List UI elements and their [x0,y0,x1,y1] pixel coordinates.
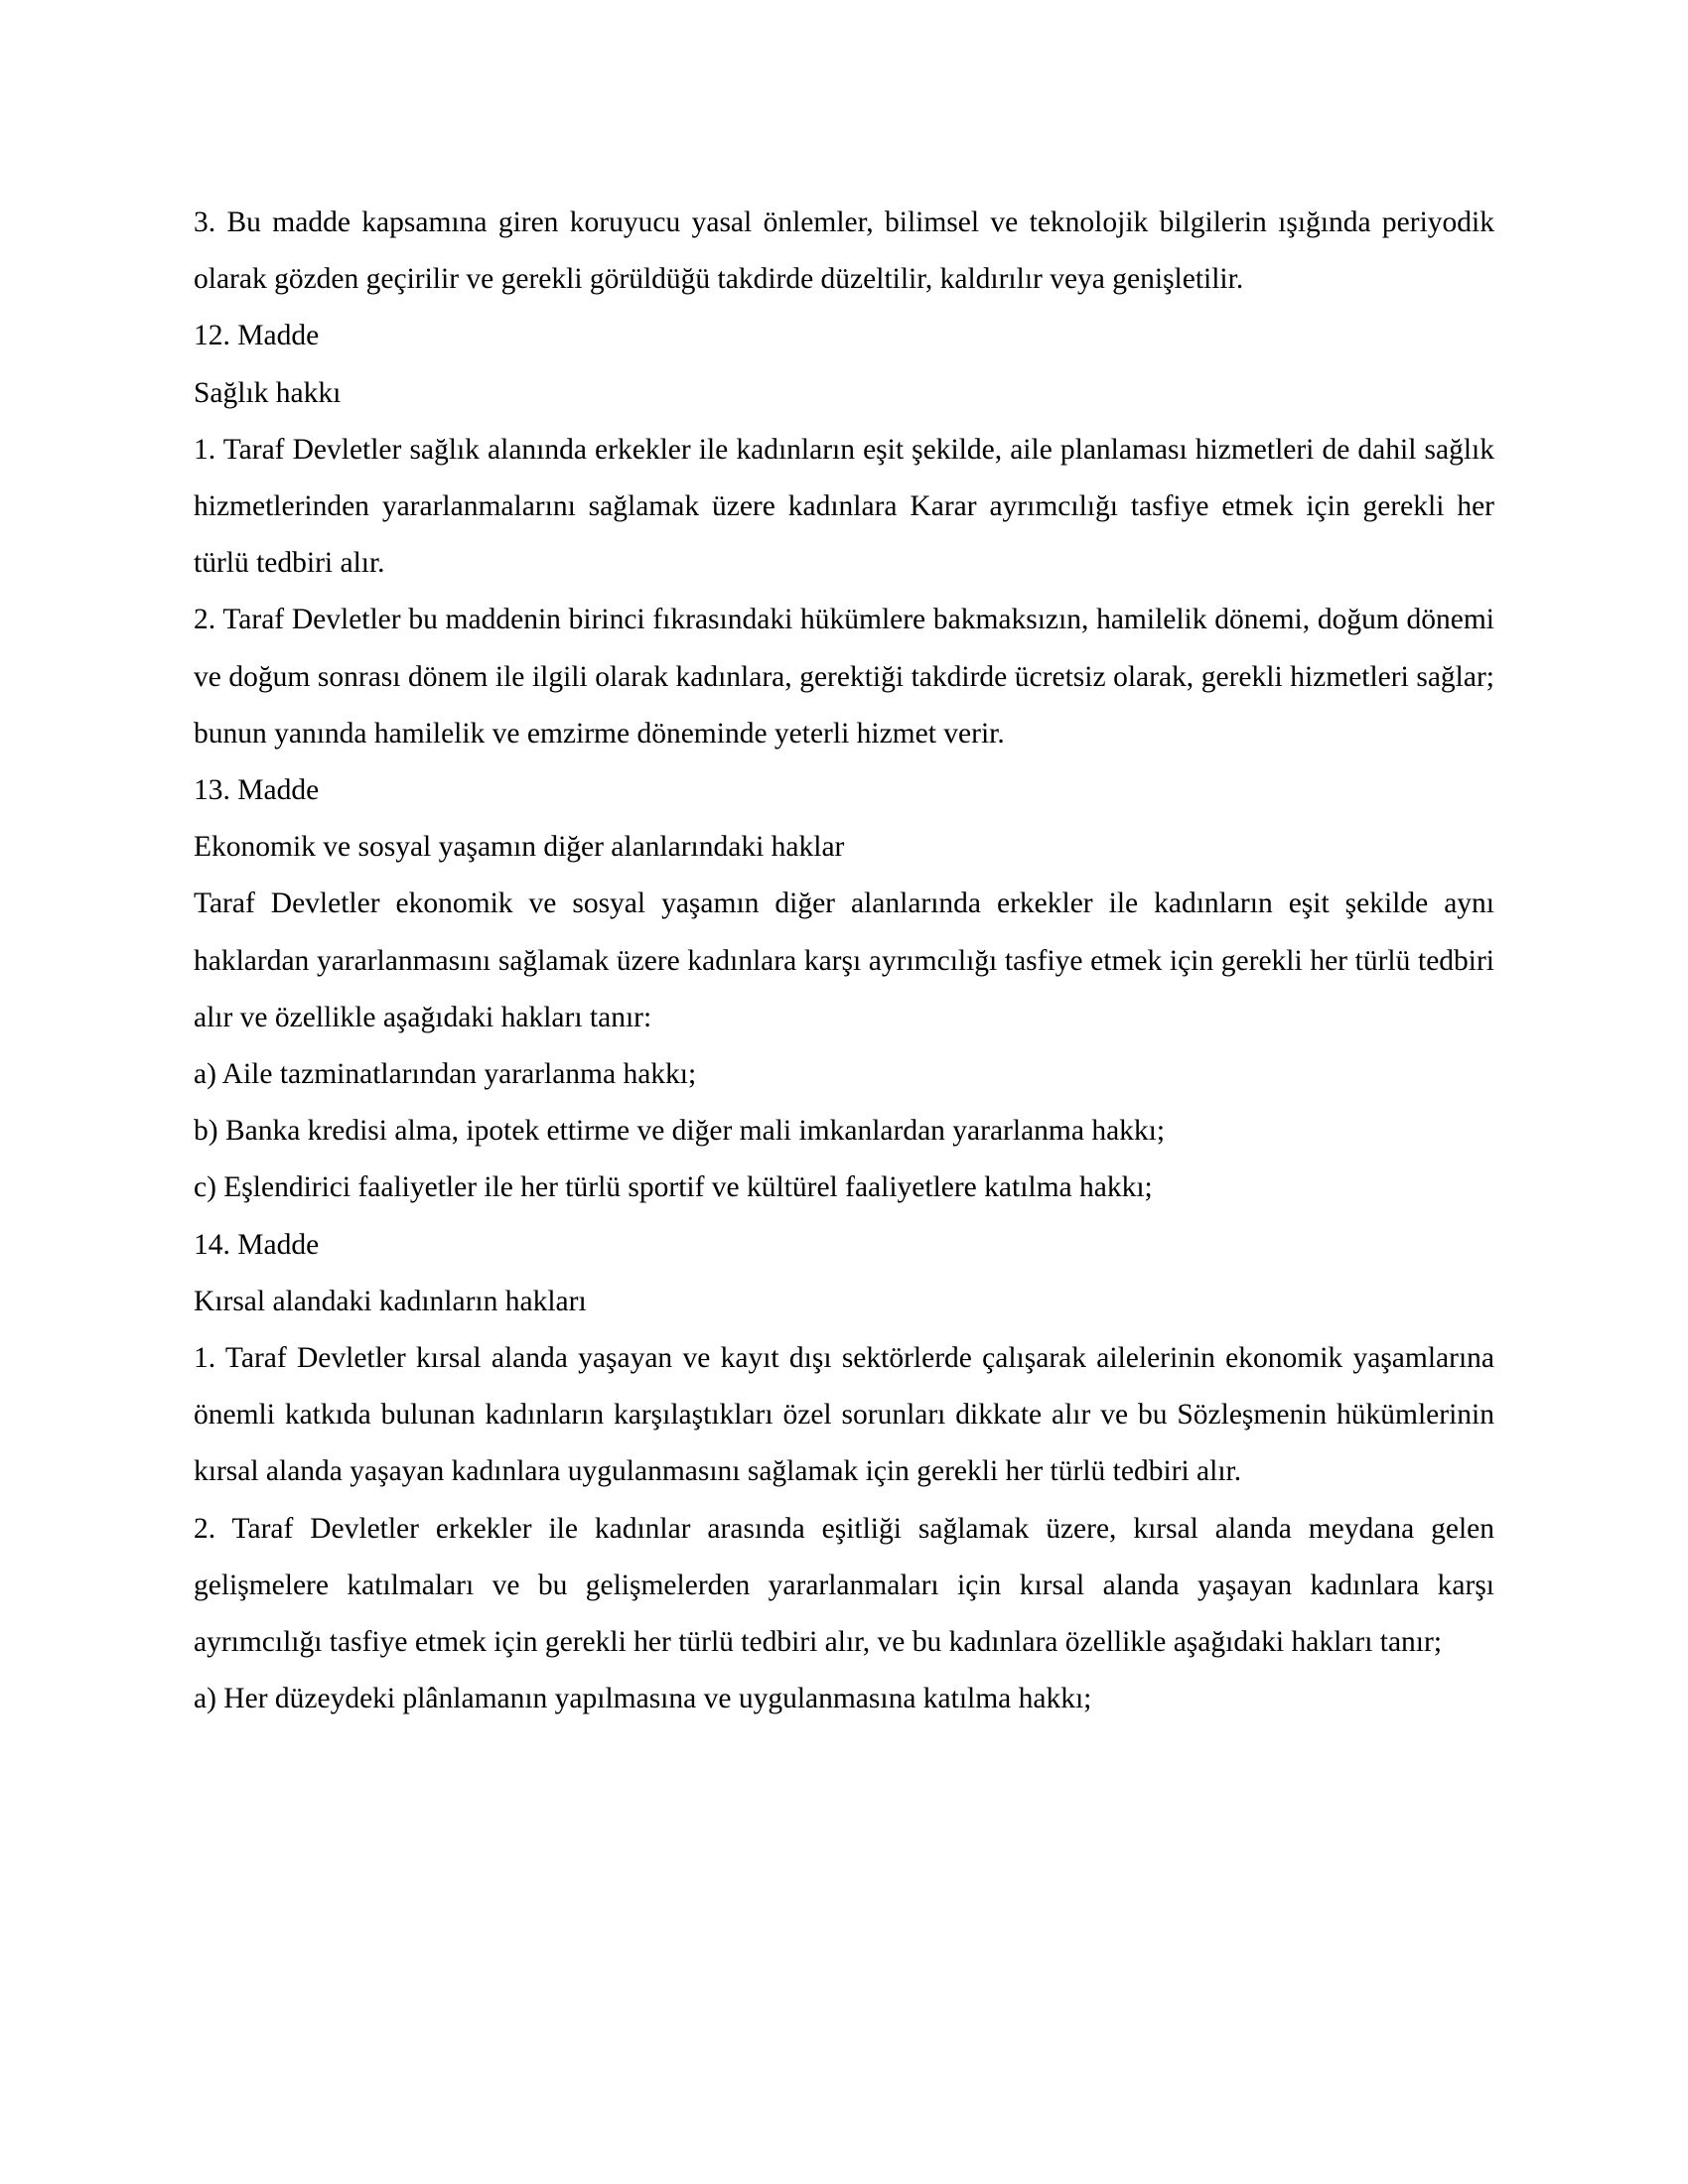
article-14-item-a: a) Her düzeydeki plânlamanın yapılmasına ve uygulanmasına katılma hakkı; [194,1683,1092,1715]
article-12-clause-2: 2. Taraf Devletler bu maddenin birinci fıkrasındaki hükümlere bakmaksızın, hamilelik dönemi, doğum dönemi ve doğum sonrası dönem ile ilgili olarak kadınlara, gerektiği takdirde ücretsiz olarak, gerekli hizmetleri sağlar; bunun yanında hamilelik ve emzirme döneminde yeterli hizmet verir. [194,604,1494,750]
article-13-item-b: b) Banka kredisi alma, ipotek ettirme ve diğer mali imkanlardan yararlanma hakkı; [194,1115,1166,1148]
article-13-intro: Taraf Devletler ekonomik ve sosyal yaşamın diğer alanlarında erkekler ile kadınların eşit şekilde aynı haklardan yararlanmasını sağlamak üzere kadınlara karşı ayrımcılığı tasfiye etmek için gerekli her türlü tedbiri alır ve özellikle aşağıdaki hakları tanır: [194,887,1494,1033]
article-14-clause-2: 2. Taraf Devletler erkekler ile kadınlar arasında eşitliği sağlamak üzere, kırsal alanda meydana gelen gelişmelere katılmaları ve bu gelişmelerden yararlanmaları için kırsal alanda yaşayan kadınlara karşı ayrımcılığı tasfiye etmek için gerekli her türlü tedbiri alır, ve bu kadınlara özellikle aşağıdaki hakları tanır; [194,1512,1494,1659]
document-page [194,195,1494,1727]
article-12-clause-1: 1. Taraf Devletler sağlık alanında erkekler ile kadınların eşit şekilde, aile planlaması hizmetleri de dahil sağlık hizmetlerinden yararlanmalarını sağlamak üzere kadınlara Karar ayrımcılığı tasfiye etmek için gerekli her türlü tedbiri alır. [194,433,1494,580]
article-12-number: 12. Madde [194,320,320,352]
article-13-title: Ekonomik ve sosyal yaşamın diğer alanlarındaki haklar [194,831,845,864]
article-12-title: Sağlık hakkı [194,376,342,409]
article-14-clause-1: 1. Taraf Devletler kırsal alanda yaşayan ve kayıt dışı sektörlerde çalışarak ailelerinin ekonomik yaşamlarına önemli katkıda bulunan kadınların karşılaştıkları özel sorunları dikkate alır ve bu Sözleşmenin hükümlerinin kırsal alanda yaşayan kadınlara uygulanmasını sağlamak için gerekli her türlü tedbiri alır. [194,1342,1494,1488]
article-13-item-a: a) Aile tazminatlarından yararlanma hakkı; [194,1058,697,1091]
article-11-clause-3: 3. Bu madde kapsamına giren koruyucu yasal önlemler, bilimsel ve teknolojik bilgilerin ışığında periyodik olarak gözden geçirilir ve gerekli görüldüğü takdirde düzeltilir, kaldırılır veya genişletilir. [194,206,1494,296]
article-13-item-c: c) Eşlendirici faaliyetler ile her türlü sportif ve kültürel faaliyetlere katılma hakkı; [194,1171,1153,1204]
article-13-number: 13. Madde [194,774,320,807]
article-14-number: 14. Madde [194,1228,320,1261]
article-14-title: Kırsal alandaki kadınların hakları [194,1285,587,1317]
